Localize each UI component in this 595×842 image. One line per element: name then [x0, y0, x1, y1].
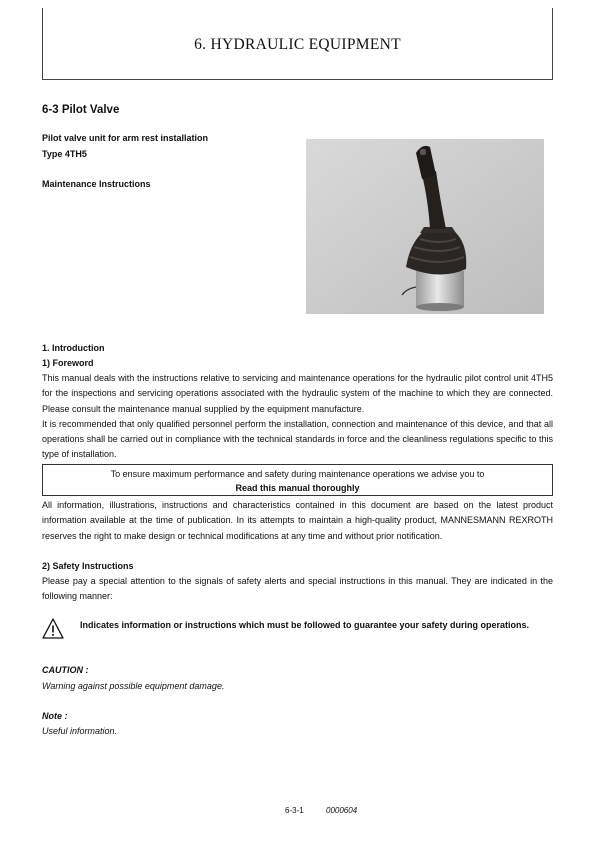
introduction-heading: 1. Introduction [42, 343, 105, 353]
document-code: 0000604 [326, 806, 358, 815]
page-number: 6-3-1 [285, 806, 304, 815]
foreword-paragraph-2: It is recommended that only qualified personnel perform the installation, connection and maintenance of this device, and that all operations shall be carried out in compliance with the technical standards in force and the cleanliness regulations specific to this type of installation. [42, 418, 553, 460]
foreword-heading: 1) Foreword [42, 358, 94, 368]
warning-text: Indicates information or instructions which must be followed to guarantee your safety during operations. [80, 620, 530, 630]
note-text: Useful information. [42, 726, 118, 736]
intro-line-1: Pilot valve unit for arm rest installation [42, 133, 209, 143]
intro-line-2: Type 4TH5 [42, 149, 87, 159]
chapter-title: 6. HYDRAULIC EQUIPMENT [194, 36, 401, 53]
warning-triangle-icon [42, 618, 64, 640]
info-paragraph: All information, illustrations, instructions and characteristics contained in this document are based on the latest product information available at the time of publication. In its attempts to maintain a high-quality product, MANNESMANN REXROTH reserves the right to make design or technical modifications at any time and without prior notification. [42, 500, 553, 541]
notice-line-2: Read this manual thoroughly [235, 483, 360, 493]
caution-text: Warning against possible equipment damage. [42, 681, 225, 691]
safety-paragraph: Please pay a special attention to the signals of safety alerts and special instructions in this manual. They are indicated in the following manner: [42, 576, 553, 602]
notice-line-1: To ensure maximum performance and safety during maintenance operations we advise you to [110, 469, 485, 479]
chapter-header [42, 8, 553, 80]
section-title: 6-3 Pilot Valve [42, 104, 120, 116]
notice-box [42, 464, 553, 496]
pilot-valve-photo [306, 139, 544, 314]
foreword-body [42, 371, 553, 463]
caution-label: CAUTION : [42, 665, 89, 675]
note-label: Note : [42, 711, 68, 721]
intro-line-3: Maintenance Instructions [42, 179, 151, 189]
safety-heading: 2) Safety Instructions [42, 561, 134, 571]
foreword-paragraph-1: This manual deals with the instructions relative to servicing and maintenance operations for the hydraulic pilot control unit 4TH5 for the inspections and servicing operations associated with the hydraulic system of the machine to which they are connected. Please consult the maintenance manual supplied by the equipment manufacture. [42, 373, 553, 414]
